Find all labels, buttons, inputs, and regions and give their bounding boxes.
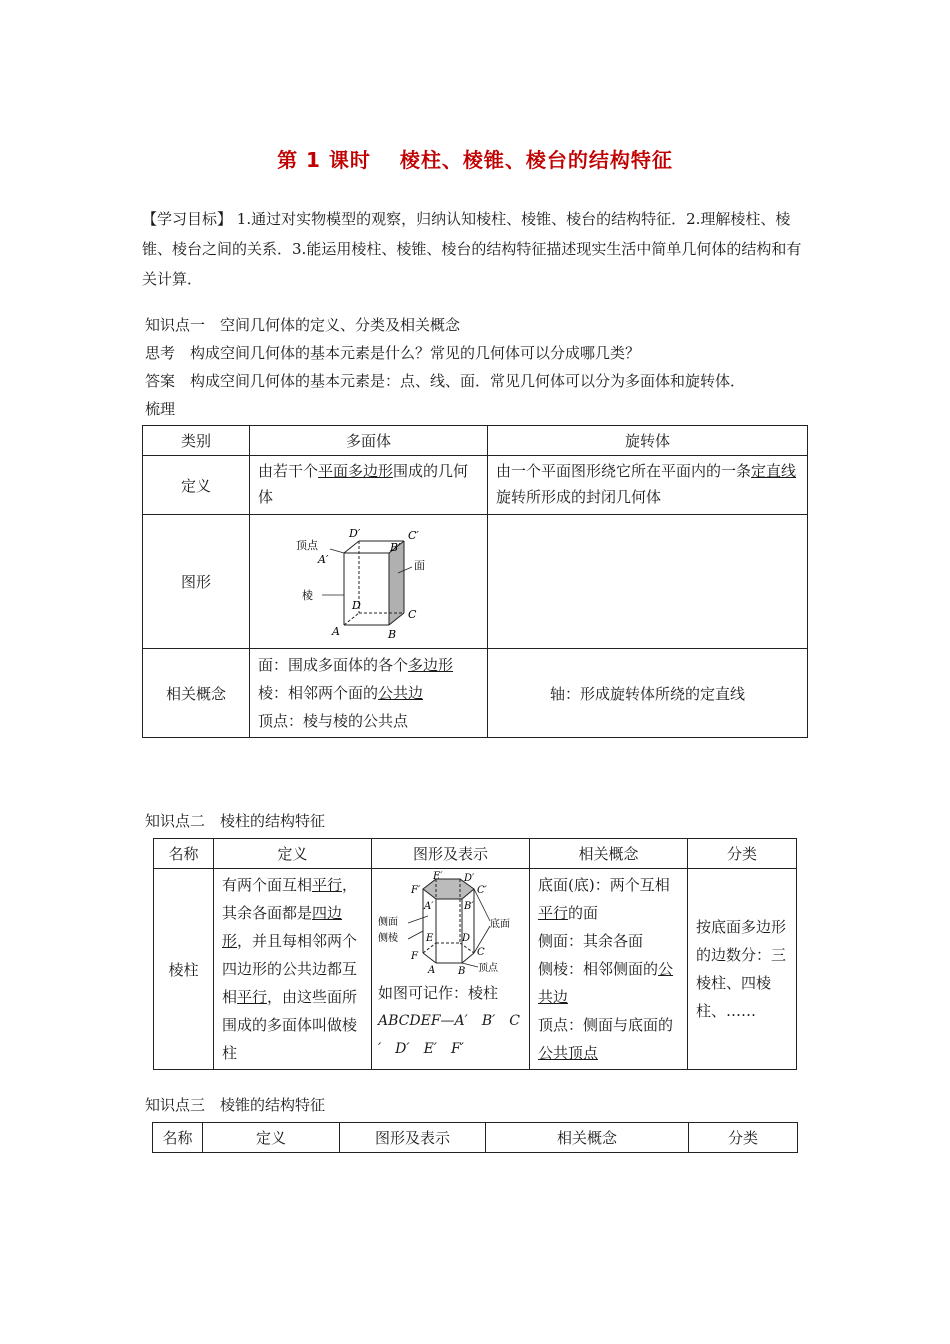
label-c: C [477, 947, 485, 958]
k1-rot-def: 由一个平面图形绕它所在平面内的一条定直线旋转所形成的封闭几何体 [488, 456, 808, 515]
k2-heading: 知识点二 棱柱的结构特征 [145, 812, 326, 830]
label-c1: C′ [477, 885, 487, 896]
label-face: 面 [413, 558, 425, 572]
k1-h-cat: 类别 [143, 426, 250, 456]
k1-heading: 知识点一 空间几何体的定义、分类及相关概念 [145, 316, 461, 334]
label-d: D [462, 933, 471, 944]
k1-sort: 梳理 [145, 400, 176, 418]
k3-h-fig: 图形及表示 [340, 1123, 486, 1153]
k3-h-def: 定义 [203, 1123, 340, 1153]
k2-h-name: 名称 [154, 839, 214, 869]
label-d1: D′ [348, 526, 360, 540]
k1-rot-figure [488, 515, 808, 649]
label-d: D [351, 598, 361, 612]
label-b: B [387, 627, 396, 641]
k3-h-name: 名称 [153, 1123, 203, 1153]
learning-goal [142, 204, 812, 294]
k2-notation-c: ′ D′ E′ F′ [378, 1041, 464, 1057]
label-base: 底面 [490, 919, 510, 930]
k3-heading: 知识点三 棱锥的结构特征 [145, 1096, 326, 1114]
k1-h-poly: 多面体 [250, 426, 488, 456]
k2-table [153, 838, 797, 1070]
k2-h-def: 定义 [214, 839, 372, 869]
label-a1: A′ [317, 552, 328, 566]
k1-h-rot: 旋转体 [488, 426, 808, 456]
label-d1: D′ [464, 873, 475, 884]
label-vertex: 顶点 [295, 538, 318, 552]
goal-label: 【学习目标】 [142, 210, 233, 228]
label-a: A [331, 624, 340, 638]
k1-poly-figure [250, 515, 488, 649]
label-c: C [407, 607, 416, 621]
k2-notation-a: 如图可记作：棱柱 [378, 984, 499, 1002]
k2-name: 棱柱 [154, 869, 214, 1070]
label-e: E [426, 933, 434, 944]
label-vertex: 顶点 [478, 963, 498, 974]
k3-table [152, 1122, 798, 1153]
label-edge: 棱 [301, 588, 313, 602]
k1-poly-def: 由若干个平面多边形围成的几何体 [250, 456, 488, 515]
page-title: 第 1 课时 棱柱、棱锥、棱台的结构特征 [277, 148, 673, 172]
k2-h-fig: 图形及表示 [372, 839, 530, 869]
goal-text: 1.通过对实物模型的观察，归纳认知棱柱、棱锥、棱台的结构特征．2.理解棱柱、棱锥、棱台之间的关系．3.能运用棱柱、棱锥、棱台的结构特征描述现实生活中简单几何体的结构和有关计算． [142, 210, 802, 288]
k1-table [142, 425, 808, 738]
label-e1: E′ [433, 871, 443, 882]
k3-h-concept: 相关概念 [486, 1123, 689, 1153]
k2-h-class: 分类 [688, 839, 797, 869]
prism-figure [378, 871, 518, 975]
label-f: F [411, 951, 418, 962]
label-c1: C′ [407, 528, 419, 542]
cuboid-figure [294, 523, 444, 641]
label-a: A [428, 965, 436, 975]
label-b: B [458, 966, 466, 975]
k2-notation-b: ABCDEF—A′ B′ C [378, 1013, 520, 1029]
k1-poly-concept: 面：围成多面体的各个多边形 棱：相邻两个面的公共边 顶点：棱与棱的公共点 [250, 649, 488, 738]
k1-r-fig: 图形 [143, 515, 250, 649]
k2-h-concept: 相关概念 [530, 839, 688, 869]
k1-answer: 答案 构成空间几何体的基本元素是：点、线、面．常见几何体可以分为多面体和旋转体． [145, 372, 746, 390]
k1-rot-concept: 轴：形成旋转体所绕的定直线 [488, 649, 808, 738]
k3-h-class: 分类 [689, 1123, 798, 1153]
k2-class: 按底面多边形的边数分：三棱柱、四棱柱、…… [688, 869, 797, 1070]
label-a1: A′ [424, 901, 434, 912]
label-b1: B′ [464, 901, 474, 912]
k2-def: 有两个面互相平行，其余各面都是四边形，并且每相邻两个四边形的公共边都互相平行，由这些面所围成的多面体叫做棱柱 [214, 869, 372, 1070]
label-b1: B′ [389, 540, 401, 554]
k2-fig [372, 869, 530, 1070]
label-side-face: 侧面 [378, 917, 398, 928]
k1-think: 思考 构成空间几何体的基本元素是什么？常见的几何体可以分成哪几类？ [145, 344, 641, 362]
k1-r-concept: 相关概念 [143, 649, 250, 738]
label-side-edge: 侧棱 [378, 933, 398, 944]
k1-r-def: 定义 [143, 456, 250, 515]
label-f1: F′ [411, 885, 421, 896]
k2-concept: 底面(底)：两个互相平行的面 侧面：其余各面 侧棱：相邻侧面的公共边 顶点：侧面与底面的公共顶点 [530, 869, 688, 1070]
